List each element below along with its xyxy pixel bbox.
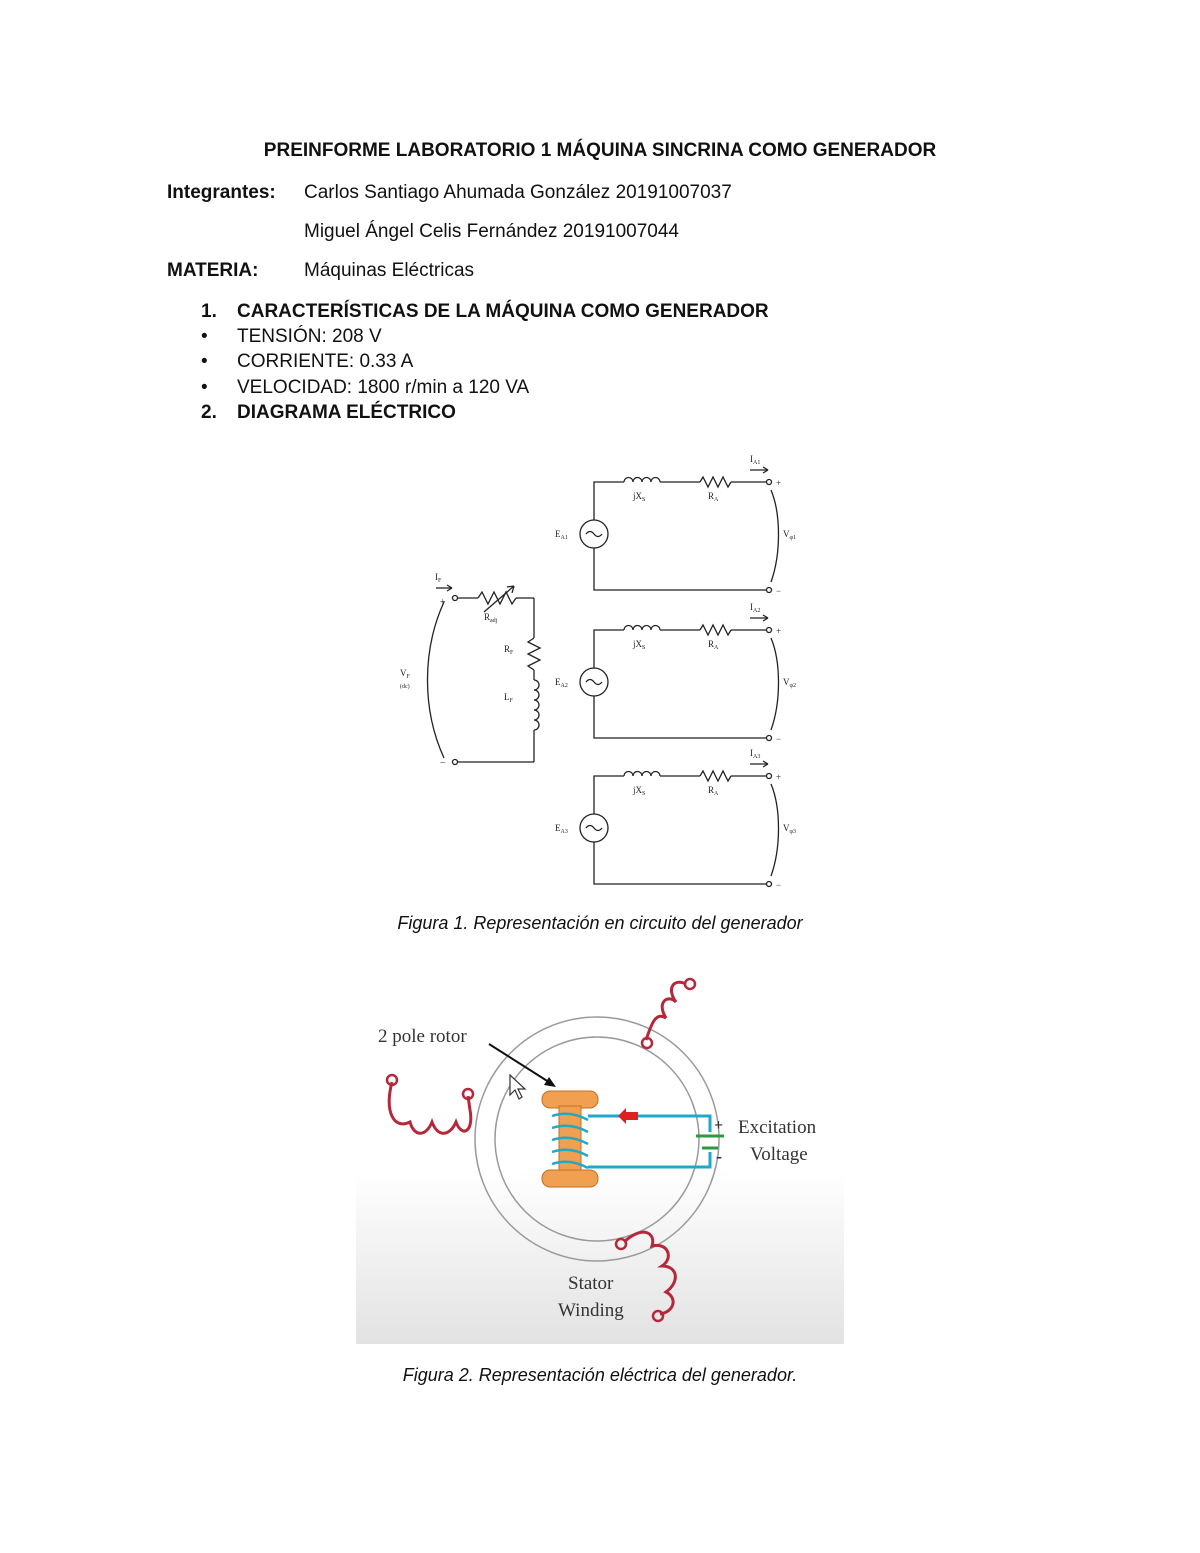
ra-label: $R_A$ <box>708 639 719 651</box>
radj-label: $R_{adj}$ <box>484 612 498 624</box>
field-plus: + <box>440 597 446 608</box>
field-minus: − <box>440 758 446 769</box>
ra-label: $R_A$ <box>708 491 719 503</box>
vf-label: $V_F$ <box>400 668 410 680</box>
phase-current-label: $I_{A1}$ <box>750 454 761 466</box>
bullet-dot: • <box>201 377 208 398</box>
materia-value: Máquinas Eléctricas <box>304 260 475 281</box>
phase-circuit-1 <box>580 467 782 593</box>
section-1-title: CARACTERÍSTICAS DE LA MÁQUINA COMO GENERADOR <box>237 301 769 322</box>
phase-terminal-bottom <box>767 736 772 741</box>
battery-plus: + <box>714 1117 724 1134</box>
bullet-tension: TENSIÓN: 208 V <box>237 326 382 347</box>
phase-plus: + <box>776 478 782 488</box>
jxs-label: $jX_S$ <box>633 491 646 503</box>
phase-voltage-label: $V_{\varphi 1}$ <box>783 529 796 541</box>
synchronous-machine-illustration <box>356 962 844 1344</box>
document-title: PREINFORME LABORATORIO 1 MÁQUINA SINCRINA COMO GENERADOR <box>263 140 937 161</box>
phase-source-label: $E_{A3}$ <box>555 823 568 835</box>
generator-circuit-diagram <box>400 440 820 900</box>
phase-minus: − <box>776 734 782 744</box>
ra-label: $R_A$ <box>708 785 719 797</box>
if-label: $I_F$ <box>435 572 442 584</box>
jxs-label: $jX_S$ <box>633 785 646 797</box>
rotor-label: 2 pole rotor <box>378 1026 467 1047</box>
member-1: Carlos Santiago Ahumada González 20191007037 <box>304 182 732 203</box>
bullet-dot: • <box>201 326 208 347</box>
ra-resistor <box>700 771 731 781</box>
phase-plus: + <box>776 626 782 636</box>
integrantes-label: Integrantes: <box>167 182 276 203</box>
phase-source-label: $E_{A2}$ <box>555 677 568 689</box>
excitation-label-line1: Excitation <box>738 1117 817 1138</box>
ra-resistor <box>700 625 731 635</box>
phase-terminal-bottom <box>767 588 772 593</box>
member-2: Miguel Ángel Celis Fernández 20191007044 <box>304 221 679 242</box>
phase-voltage-arc <box>771 490 779 582</box>
jxs-inductor <box>624 478 660 483</box>
phase-terminal-bottom <box>767 882 772 887</box>
figure-2-caption: Figura 2. Representación eléctrica del generador. <box>402 1365 798 1385</box>
radj-resistor <box>478 592 516 604</box>
battery-minus: - <box>716 1146 722 1166</box>
field-terminal-top <box>453 596 458 601</box>
phase-minus: − <box>776 880 782 890</box>
vf-voltage-arc <box>428 602 445 758</box>
phase-voltage-arc <box>771 784 779 876</box>
phase-terminal-top <box>767 774 772 779</box>
phase-voltage-label: $V_{\varphi 3}$ <box>783 823 796 835</box>
phase-circuits <box>555 454 796 890</box>
jxs-inductor <box>624 626 660 631</box>
bullet-corriente: CORRIENTE: 0.33 A <box>237 351 414 372</box>
bullet-velocidad: VELOCIDAD: 1800 r/min a 120 VA <box>237 377 530 398</box>
materia-label: MATERIA: <box>167 260 259 281</box>
figure-1-caption: Figura 1. Representación en circuito del generador <box>397 913 803 933</box>
lf-inductor <box>534 680 539 730</box>
phase-voltage-label: $V_{\varphi 2}$ <box>783 677 796 689</box>
rf-resistor <box>528 638 540 670</box>
phase-current-label: $I_{A2}$ <box>750 602 761 614</box>
phase-minus: − <box>776 586 782 596</box>
phase-terminal-top <box>767 628 772 633</box>
stator-label-line2: Winding <box>558 1300 624 1321</box>
phase-current-label: $I_{A3}$ <box>750 748 761 760</box>
bullet-dot: • <box>201 351 208 372</box>
section-2-number: 2. <box>201 402 217 423</box>
field-terminal-bottom <box>453 760 458 765</box>
phase-source-label: $E_{A1}$ <box>555 529 568 541</box>
phase-circuit-3 <box>580 761 782 887</box>
ra-resistor <box>700 477 731 487</box>
phase-voltage-arc <box>771 638 779 730</box>
lf-label: $L_F$ <box>504 692 513 704</box>
jxs-label: $jX_S$ <box>633 639 646 651</box>
phase-plus: + <box>776 772 782 782</box>
phase-terminal-top <box>767 480 772 485</box>
section-2-title: DIAGRAMA ELÉCTRICO <box>237 402 456 423</box>
vf-dc-label: (dc) <box>400 684 410 690</box>
excitation-label-line2: Voltage <box>750 1144 808 1165</box>
jxs-inductor <box>624 772 660 777</box>
stator-label-line1: Stator <box>568 1273 614 1294</box>
rf-label: $R_F$ <box>504 644 514 656</box>
phase-circuit-2 <box>580 615 782 741</box>
section-1-number: 1. <box>201 301 217 322</box>
